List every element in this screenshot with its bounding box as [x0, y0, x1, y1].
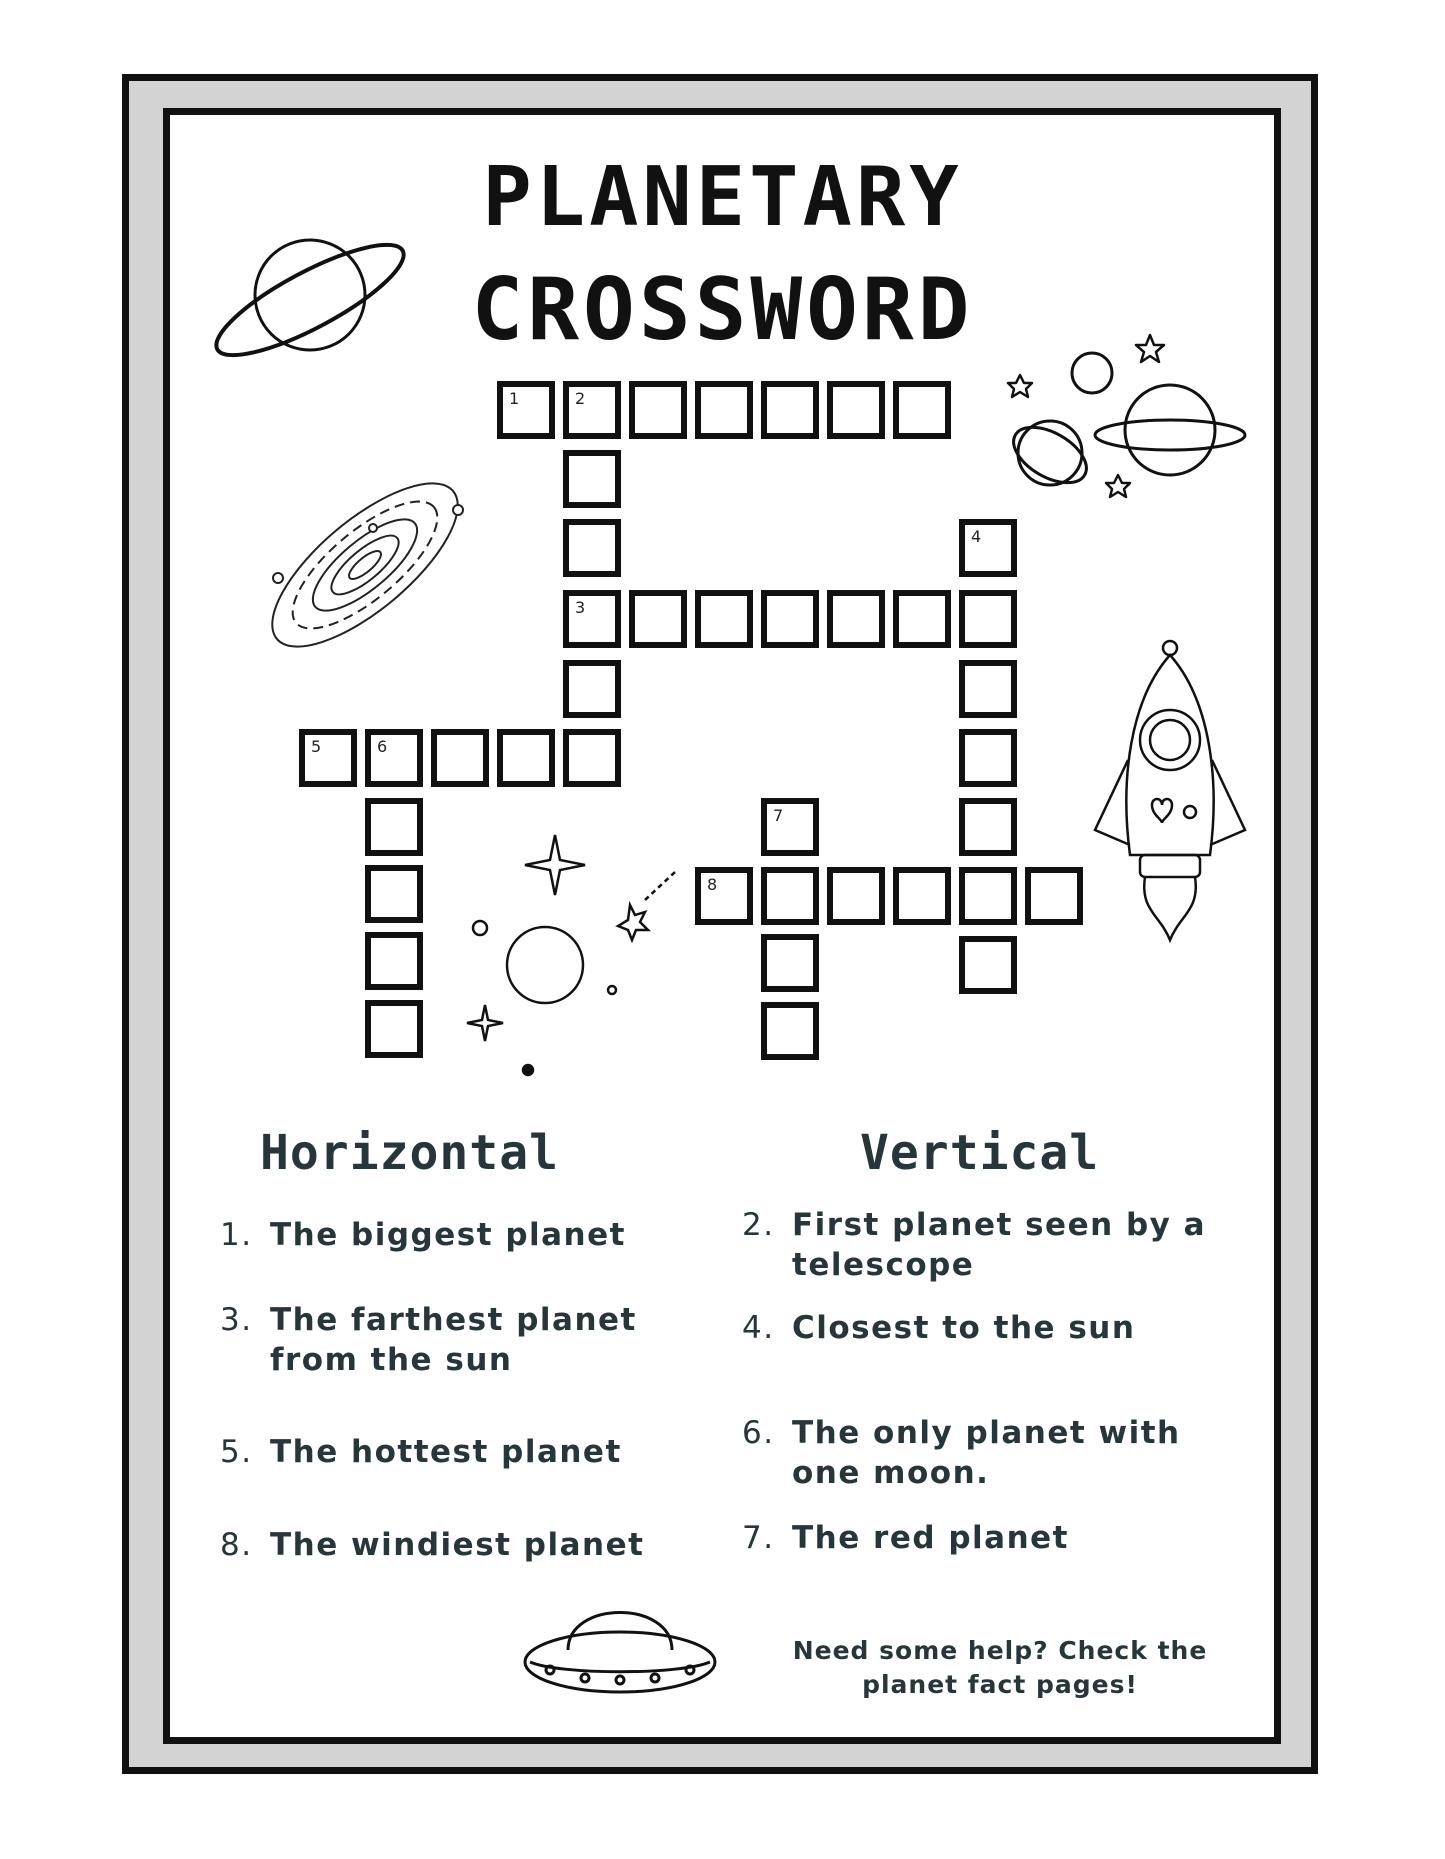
crossword-cell[interactable] [959, 936, 1017, 994]
crossword-cell[interactable] [761, 798, 819, 856]
crossword-cell[interactable] [893, 867, 951, 925]
clue-horizontal-8 [220, 1525, 690, 1565]
clue-vertical-7 [742, 1518, 1242, 1558]
crossword-cell[interactable] [563, 450, 621, 508]
clue-number-label: 2. [742, 1207, 775, 1243]
crossword-cell[interactable] [959, 519, 1017, 577]
clue-number: 4 [971, 527, 982, 546]
crossword-cell[interactable] [629, 590, 687, 648]
crossword-cell[interactable] [563, 729, 621, 787]
crossword-cell[interactable] [563, 590, 621, 648]
crossword-cell[interactable] [563, 381, 621, 439]
galaxy-icon [240, 440, 490, 690]
clue-vertical-2 [742, 1205, 1242, 1285]
moon-and-stars-icon [460, 820, 710, 1080]
crossword-cell[interactable] [563, 519, 621, 577]
crossword-cell[interactable] [959, 729, 1017, 787]
crossword-cell[interactable] [959, 660, 1017, 718]
crossword-cell[interactable] [365, 798, 423, 856]
ringed-planet-icon [200, 225, 420, 365]
crossword-cell[interactable] [893, 381, 951, 439]
crossword-cell[interactable] [629, 381, 687, 439]
clue-vertical-6 [742, 1413, 1242, 1493]
crossword-cell[interactable] [497, 729, 555, 787]
crossword-cell[interactable] [497, 381, 555, 439]
ufo-icon [520, 1590, 720, 1700]
clue-number: 2 [575, 389, 586, 408]
page-title-line1: PLANETARY [482, 150, 963, 245]
horizontal-heading: Horizontal [260, 1125, 559, 1181]
clue-number: 7 [773, 806, 784, 825]
clue-vertical-4 [742, 1308, 1242, 1348]
clue-text: The windiest planet [270, 1527, 645, 1563]
clue-number-label: 7. [742, 1520, 775, 1556]
clue-number-label: 1. [220, 1217, 253, 1253]
crossword-cell[interactable] [563, 660, 621, 718]
clue-text: The only planet with one moon. [792, 1415, 1181, 1491]
crossword-cell[interactable] [959, 867, 1017, 925]
crossword-cell[interactable] [1025, 867, 1083, 925]
clue-number: 3 [575, 598, 586, 617]
crossword-cell[interactable] [365, 865, 423, 923]
crossword-cell[interactable] [431, 729, 489, 787]
clue-text: The red planet [792, 1520, 1069, 1556]
crossword-cell[interactable] [695, 590, 753, 648]
clue-text: The biggest planet [270, 1217, 626, 1253]
page-title-line2: CROSSWORD [471, 260, 974, 360]
clue-number: 5 [311, 737, 322, 756]
clue-horizontal-1 [220, 1215, 690, 1255]
clue-horizontal-3 [220, 1300, 690, 1380]
crossword-cell[interactable] [959, 590, 1017, 648]
crossword-cell[interactable] [365, 1000, 423, 1058]
crossword-cell[interactable] [827, 867, 885, 925]
clue-number: 1 [509, 389, 520, 408]
clue-text: The hottest planet [270, 1434, 622, 1470]
crossword-cell[interactable] [761, 867, 819, 925]
crossword-cell[interactable] [761, 934, 819, 992]
clue-number-label: 8. [220, 1527, 253, 1563]
crossword-cell[interactable] [761, 590, 819, 648]
clue-number-label: 3. [220, 1302, 253, 1338]
clue-number: 6 [377, 737, 388, 756]
crossword-cell[interactable] [695, 381, 753, 439]
rocket-icon [1090, 640, 1250, 950]
vertical-heading: Vertical [860, 1125, 1100, 1181]
planets-and-stars-icon [1000, 325, 1260, 505]
crossword-cell[interactable] [827, 381, 885, 439]
clue-text: Closest to the sun [792, 1310, 1136, 1346]
clue-number-label: 4. [742, 1310, 775, 1346]
crossword-cell[interactable] [299, 729, 357, 787]
clue-number-label: 6. [742, 1415, 775, 1451]
crossword-cell[interactable] [761, 381, 819, 439]
clue-horizontal-5 [220, 1432, 690, 1472]
clue-text: The farthest planet from the sun [270, 1302, 637, 1378]
crossword-cell[interactable] [827, 590, 885, 648]
clue-text: First planet seen by a telescope [792, 1207, 1207, 1283]
crossword-cell[interactable] [365, 932, 423, 990]
crossword-cell[interactable] [365, 729, 423, 787]
crossword-cell[interactable] [761, 1002, 819, 1060]
crossword-cell[interactable] [893, 590, 951, 648]
help-note: Need some help? Check the planet fact pages! [792, 1636, 1208, 1699]
crossword-cell[interactable] [959, 798, 1017, 856]
clue-number-label: 5. [220, 1434, 253, 1470]
clue-number: 8 [707, 875, 718, 894]
